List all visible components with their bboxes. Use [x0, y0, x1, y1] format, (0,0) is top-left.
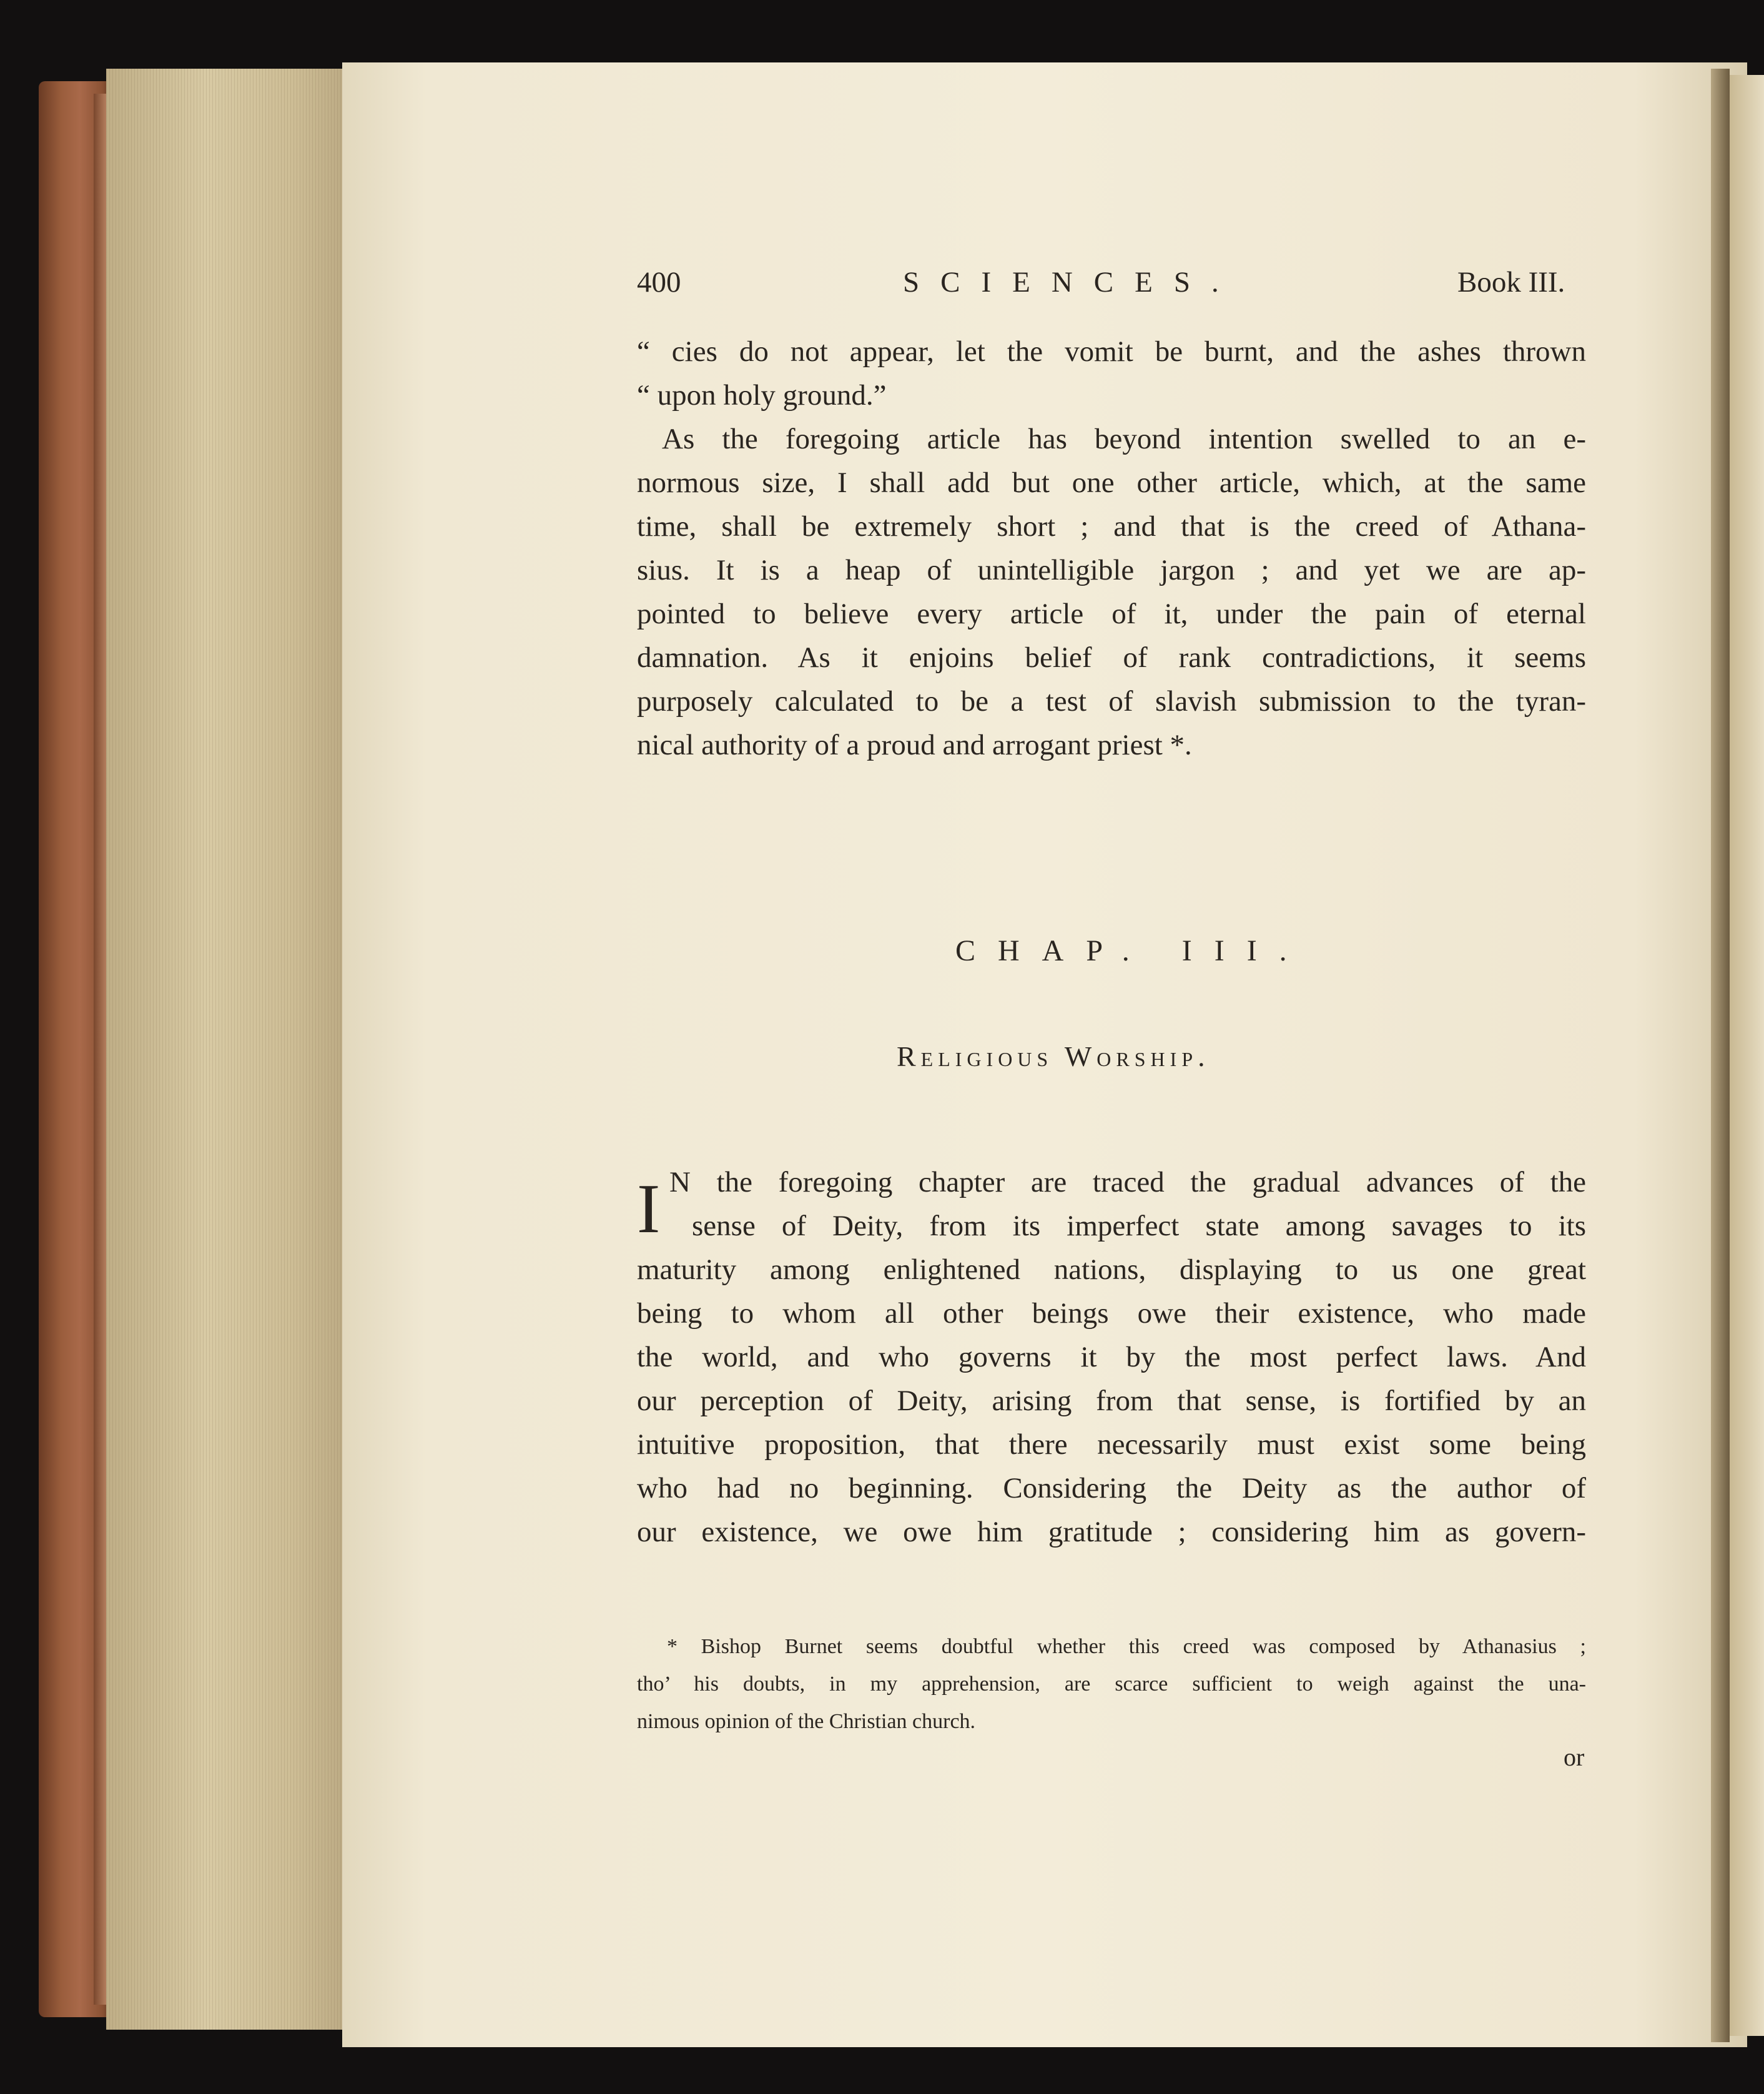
page-edges	[106, 69, 356, 2030]
facing-page-edge	[1730, 75, 1764, 2036]
chapter-subtitle: Religious Worship.	[897, 1040, 1210, 1072]
text-line: intuitive proposition, that there necessarily must exist some being	[637, 1428, 1586, 1461]
text-line: our existence, we owe him gratitude ; considering him as govern-	[637, 1516, 1586, 1548]
text-line: our perception of Deity, arising from that sense, is fortified by an	[637, 1385, 1586, 1417]
footnote-line: * Bishop Burnet seems doubtful whether this creed was composed by Athanasius ;	[667, 1635, 1586, 1658]
chapter-heading: CHAP. III.	[955, 934, 1309, 967]
gutter	[1711, 69, 1730, 2042]
drop-cap: I	[637, 1170, 661, 1248]
text-line: normous size, I shall add but one other article, which, at the same	[637, 467, 1586, 499]
text-line: N the foregoing chapter are traced the gradual advances of the	[669, 1166, 1586, 1198]
text-line: “ cies do not appear, let the vomit be burnt, and the ashes thrown	[637, 335, 1586, 368]
footnote-line: tho’ his doubts, in my apprehension, are scarce sufficient to weigh against the una-	[637, 1672, 1586, 1696]
text-line: maturity among enlightened nations, displaying to us one great	[637, 1253, 1586, 1286]
text-line: being to whom all other beings owe their existence, who made	[637, 1297, 1586, 1330]
catchword: or	[1564, 1743, 1585, 1771]
running-title: SCIENCES.	[903, 266, 1240, 299]
text-line: damnation. As it enjoins belief of rank contradictions, it seems	[637, 641, 1586, 674]
text-line: purposely calculated to be a test of slavish submission to the tyran-	[637, 685, 1586, 718]
text-line: As the foregoing article has beyond intention swelled to an e-	[662, 423, 1586, 455]
text-line: the world, and who governs it by the most perfect laws. And	[637, 1341, 1586, 1373]
text-line: sense of Deity, from its imperfect state among savages to its	[692, 1210, 1586, 1242]
footnote-line: nimous opinion of the Christian church.	[637, 1710, 976, 1733]
page-number: 400	[637, 266, 681, 299]
text-line: time, shall be extremely short ; and that is the creed of Athana-	[637, 510, 1586, 543]
text-line: “ upon holy ground.”	[637, 379, 887, 412]
text-line: who had no beginning. Considering the Deity as the author of	[637, 1472, 1586, 1504]
text-line: nical authority of a proud and arrogant priest *.	[637, 729, 1192, 761]
book-label: Book III.	[1457, 266, 1565, 299]
text-line: sius. It is a heap of unintelligible jargon ; and yet we are ap-	[637, 554, 1586, 586]
text-line: pointed to believe every article of it, under the pain of eternal	[637, 598, 1586, 630]
